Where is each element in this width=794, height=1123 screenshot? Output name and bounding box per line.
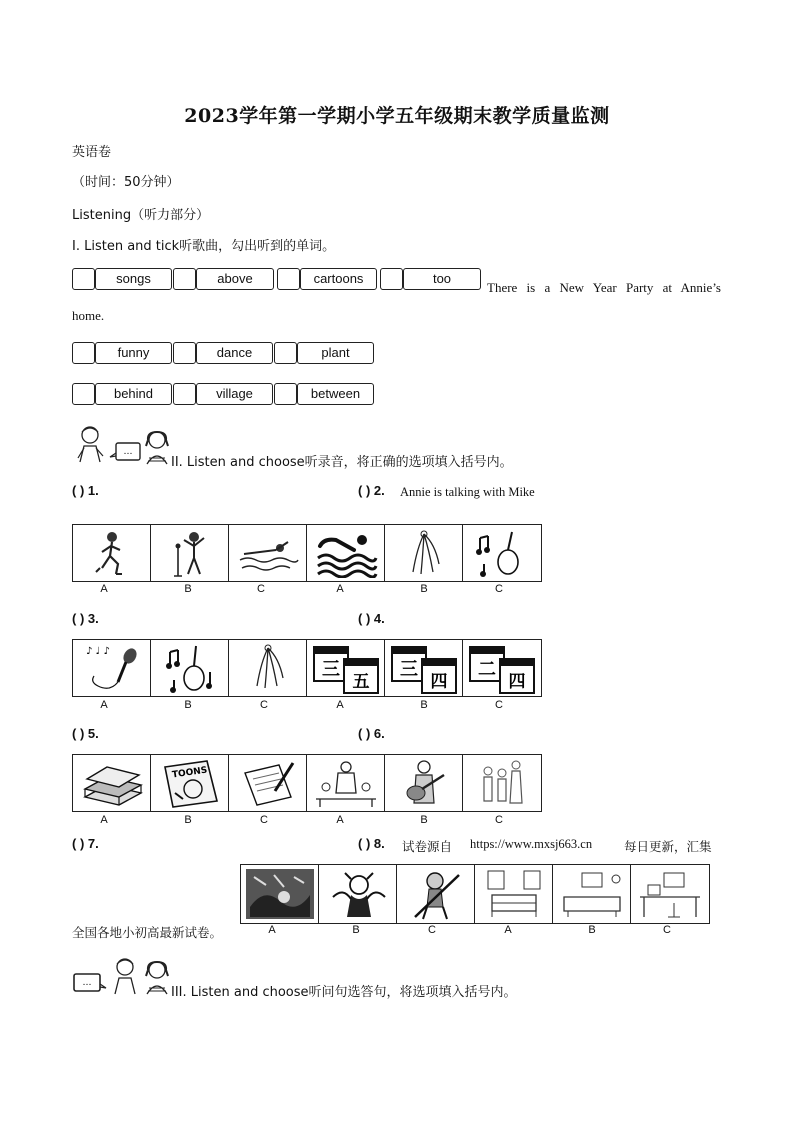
option-b-singer-image[interactable] — [151, 525, 229, 581]
word-label: funny — [95, 342, 172, 364]
tick-box[interactable] — [173, 268, 196, 290]
calendar-char: 三 — [399, 659, 418, 680]
calendar-char: 四 — [508, 672, 526, 692]
time-label: （时间：50分钟） — [72, 175, 180, 190]
label-c: C — [260, 814, 268, 826]
label-a: A — [336, 814, 344, 826]
collection-note: 全国各地小初高最新试卷。 — [72, 925, 223, 940]
label-a: A — [100, 814, 108, 826]
word-label: between — [297, 383, 374, 405]
word-box-behind[interactable] — [72, 383, 172, 405]
speech-bubble-icon — [108, 441, 142, 463]
tick-box[interactable] — [274, 383, 297, 405]
word-label: songs — [95, 268, 172, 290]
boy-figure-icon — [72, 424, 108, 464]
label-b: B — [420, 699, 428, 711]
calendar-char: 二 — [478, 659, 496, 680]
tick-box[interactable] — [277, 268, 300, 290]
label-c: C — [663, 924, 671, 936]
option-a-runner-image[interactable] — [73, 525, 151, 581]
option-c-calendar-icon[interactable] — [463, 640, 541, 696]
option-c-ribbon-dance-image[interactable] — [229, 640, 307, 696]
svg-text:♪ ♩ ♪: ♪ ♩ ♪ — [85, 646, 110, 657]
girl-figure-icon — [143, 430, 171, 466]
subject-label: 英语卷 — [72, 145, 112, 160]
sentence-part-b: home. — [72, 308, 105, 323]
comic-title: TOONS — [170, 765, 208, 781]
word-box-cartoons[interactable] — [277, 268, 377, 290]
label-b: B — [420, 814, 428, 826]
label-a: A — [100, 699, 108, 711]
update-note: 每日更新，汇集 — [624, 839, 712, 854]
answer-paren[interactable]: ( ) — [72, 836, 85, 851]
picture-strip-q5 — [72, 754, 542, 812]
word-label: dance — [196, 342, 273, 364]
picture-strip-q7 — [240, 864, 710, 924]
option-b-calendar-icon[interactable] — [385, 640, 463, 696]
label-a: A — [336, 583, 344, 595]
part2-instruction: II. Listen and choose听录音，将正确的选项填入括号内。 — [171, 455, 513, 470]
answer-paren[interactable]: ( ) — [358, 726, 371, 741]
answer-blank-8[interactable] — [358, 836, 385, 851]
word-box-dance[interactable] — [173, 342, 273, 364]
word-label: above — [196, 268, 274, 290]
q2-prompt: Annie is talking with Mike — [400, 485, 535, 499]
option-a-bedroom-image[interactable] — [475, 865, 553, 923]
option-b-comic-book-image[interactable] — [151, 755, 229, 811]
option-a-swimming-icon[interactable] — [307, 525, 385, 581]
label-c: C — [495, 699, 503, 711]
tick-box[interactable] — [72, 383, 95, 405]
source-note: 试卷源自 — [402, 839, 453, 854]
svg-text:…: … — [82, 978, 92, 988]
tick-box[interactable] — [173, 342, 196, 364]
question-number: 2. — [373, 483, 385, 498]
answer-blank-6[interactable] — [358, 726, 385, 741]
calendar-char: 四 — [430, 672, 447, 692]
question-number: 4. — [373, 611, 385, 626]
label-b: B — [184, 814, 192, 826]
word-label: behind — [95, 383, 172, 405]
label-b: B — [588, 924, 596, 936]
option-c-swimmer-image[interactable] — [229, 525, 307, 581]
answer-blank-2[interactable] — [358, 483, 385, 498]
word-box-village[interactable] — [173, 383, 273, 405]
option-b-ribbon-dance-image[interactable] — [385, 525, 463, 581]
label-a: A — [100, 583, 108, 595]
word-box-too[interactable] — [380, 268, 481, 290]
answer-blank-3[interactable] — [72, 611, 99, 626]
label-c: C — [495, 583, 503, 595]
answer-blank-1[interactable] — [72, 483, 99, 498]
option-c-notepad-image[interactable] — [229, 755, 307, 811]
option-c-family-group-image[interactable] — [463, 755, 541, 811]
option-a-calendar-icon[interactable] — [307, 640, 385, 696]
answer-paren[interactable]: ( ) — [358, 836, 371, 851]
picture-strip-q1 — [72, 524, 542, 582]
label-b: B — [184, 583, 192, 595]
page-title: 2023学年第一学期小学五年级期末教学质量监测 — [184, 105, 610, 127]
option-a-microphone-image[interactable] — [73, 640, 151, 696]
calendar-char: 三 — [321, 659, 340, 680]
word-box-plant[interactable] — [274, 342, 374, 364]
speech-bubble-icon — [72, 972, 108, 994]
option-b-nezha-image[interactable] — [319, 865, 397, 923]
word-label: village — [196, 383, 273, 405]
answer-paren[interactable]: ( ) — [72, 726, 85, 741]
option-c-pipa-music-image[interactable] — [463, 525, 541, 581]
sentence-part-a: There is a New Year Party at Annie’s — [487, 280, 721, 295]
question-number: 6. — [373, 726, 385, 741]
label-c: C — [260, 699, 268, 711]
option-a-teacher-students-image[interactable] — [307, 755, 385, 811]
word-label: too — [403, 268, 481, 290]
word-box-funny[interactable] — [72, 342, 172, 364]
word-box-above[interactable] — [173, 268, 274, 290]
question-number: 5. — [87, 726, 99, 741]
label-b: B — [420, 583, 428, 595]
tick-box[interactable] — [380, 268, 403, 290]
word-box-between[interactable] — [274, 383, 374, 405]
answer-paren[interactable]: ( ) — [358, 611, 371, 626]
label-c: C — [257, 583, 265, 595]
word-box-songs[interactable] — [72, 268, 172, 290]
option-b-guitar-player-image[interactable] — [385, 755, 463, 811]
label-b: B — [352, 924, 360, 936]
label-a: A — [336, 699, 344, 711]
answer-blank-5[interactable] — [72, 726, 99, 741]
label-b: B — [184, 699, 192, 711]
answer-blank-4[interactable] — [358, 611, 385, 626]
source-url-link[interactable]: https://www.mxsj663.cn — [470, 837, 593, 851]
part1-instruction: I. Listen and tick听歌曲，勾出听到的单词。 — [72, 239, 336, 254]
calendar-char: 五 — [352, 672, 369, 692]
answer-blank-7[interactable] — [72, 836, 99, 851]
answer-paren[interactable]: ( ) — [358, 483, 371, 498]
picture-strip-q3 — [72, 639, 542, 697]
question-number: 1. — [87, 483, 99, 498]
option-c-monkey-king-image[interactable] — [397, 865, 475, 923]
question-number: 7. — [87, 836, 99, 851]
answer-paren[interactable]: ( ) — [72, 483, 85, 498]
svg-text:…: … — [123, 447, 133, 457]
section-name: Listening（听力部分） — [72, 208, 210, 223]
option-a-battle-scene-image[interactable] — [241, 865, 319, 923]
boy-figure-icon — [108, 956, 142, 996]
label-c: C — [495, 814, 503, 826]
answer-paren[interactable]: ( ) — [72, 611, 85, 626]
word-label: plant — [297, 342, 374, 364]
option-b-living-room-image[interactable] — [553, 865, 631, 923]
label-a: A — [268, 924, 276, 936]
label-a: A — [504, 924, 512, 936]
option-c-study-room-image[interactable] — [631, 865, 709, 923]
question-number: 3. — [87, 611, 99, 626]
tick-box[interactable] — [72, 268, 95, 290]
word-label: cartoons — [300, 268, 377, 290]
option-b-pipa-music-image[interactable] — [151, 640, 229, 696]
label-c: C — [428, 924, 436, 936]
option-a-books-image[interactable] — [73, 755, 151, 811]
tick-box[interactable] — [72, 342, 95, 364]
girl-figure-icon — [143, 960, 171, 996]
tick-box[interactable] — [274, 342, 297, 364]
tick-box[interactable] — [173, 383, 196, 405]
part3-instruction: III. Listen and choose听问句选答句，将选项填入括号内。 — [171, 985, 517, 1000]
question-number: 8. — [373, 836, 385, 851]
